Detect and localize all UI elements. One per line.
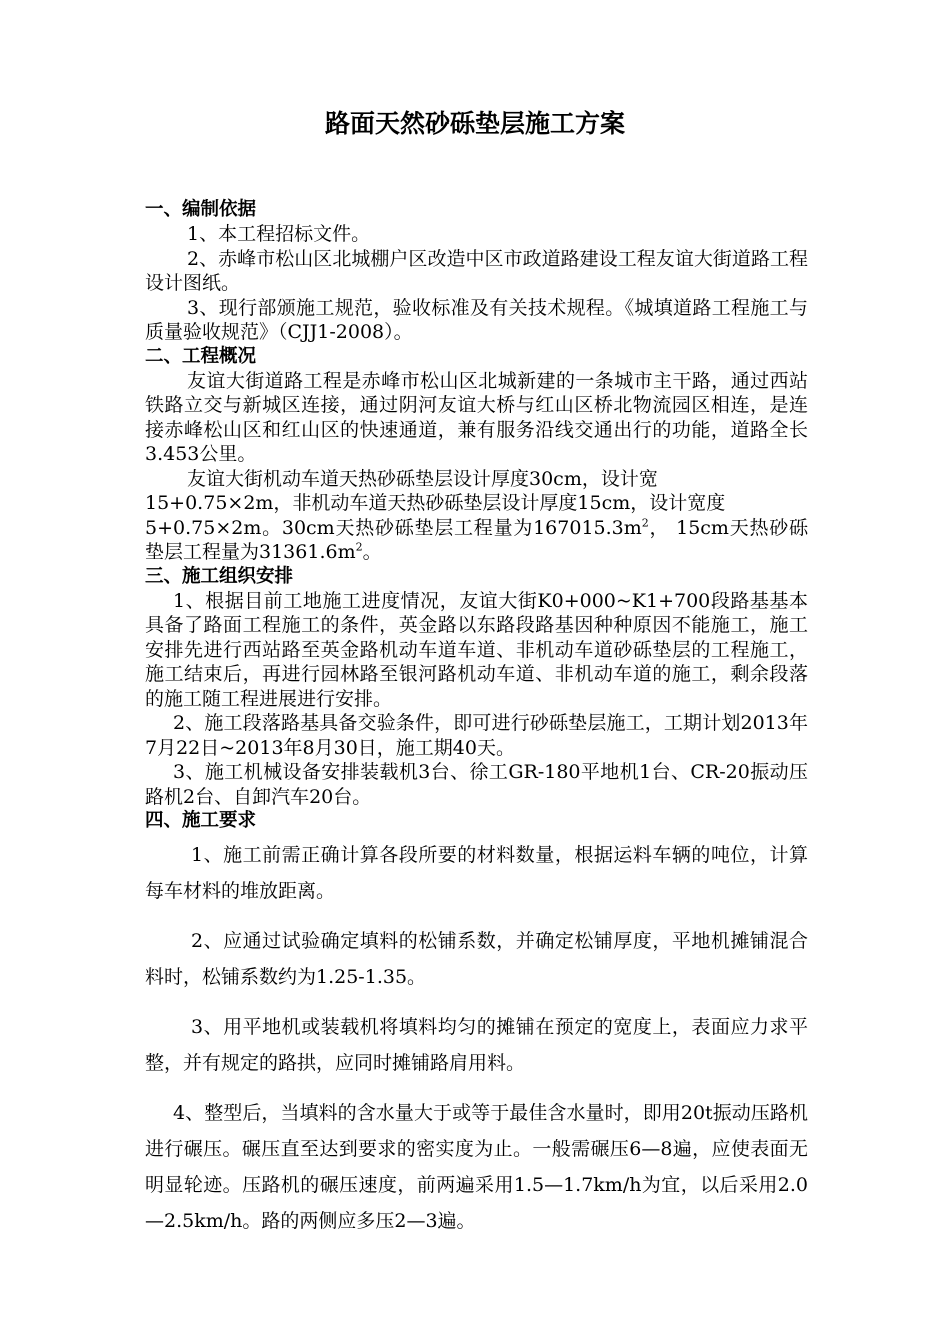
basis-item-3: 3、现行部颁施工规范，验收标准及有关技术规程。《城填道路工程施工与质量验收规范》（CJJ1-2008）。 — [145, 296, 808, 343]
organization-item-2: 2、施工段落路基具备交验条件，即可进行砂砾垫层施工，工期计划2013年7月22日~2013年8月30日，施工期40天。 — [145, 712, 808, 759]
overview-paragraph-1: 友谊大街道路工程是赤峰市松山区北城新建的一条城市主干路，通过西站铁路立交与新城区连接，通过阴河友谊大桥与红山区桥北物流园区相连，是连接赤峰松山区和红山区的快速通道，兼有服务沿线交通出行的功能，道路全长3.453公里。 — [145, 369, 808, 465]
basis-item-2: 2、赤峰市松山区北城棚户区改造中区市政道路建设工程友谊大街道路工程设计图纸。 — [145, 247, 808, 294]
overview-line-2: 15+0.75×2m，非机动车道天热砂砾垫层设计厚度15cm，设计宽度 — [145, 492, 726, 514]
requirement-item-1: 1、施工前需正确计算各段所要的材料数量，根据运料车辆的吨位，计算每车材料的堆放距离。 — [145, 844, 808, 902]
document-body — [145, 198, 808, 1239]
quantity-15cm-text: ， 15cm天热砂砾垫层工程量为31361.6m — [145, 516, 808, 563]
quantity-30cm-text: 5+0.75×2m。30cm天热砂砾垫层工程量为167015.3m — [145, 516, 642, 539]
requirement-item-4: 4、整型后，当填料的含水量大于或等于最佳含水量时，即用20t振动压路机进行碾压。碾压直至达到要求的密实度为止。一般需碾压6—8遍，应使表面无明显轮迹。压路机的碾压速度，前两遍采用1.5—1.7km/h为宜，以后采用2.0—2.5km/h。路的两侧应多压2—3遍。 — [145, 1102, 808, 1232]
superscript-square-2: 2 — [355, 540, 363, 554]
section-heading-requirements: 四、施工要求 — [145, 810, 257, 831]
superscript-square-1: 2 — [641, 516, 649, 530]
overview-line-end: 。 — [362, 541, 382, 563]
section-heading-overview: 二、工程概况 — [145, 345, 257, 367]
basis-item-1: 1、本工程招标文件。 — [187, 223, 371, 245]
overview-line-1: 友谊大街机动车道天热砂砾垫层设计厚度30cm，设计宽 — [187, 467, 658, 490]
document-title: 路面天然砂砾垫层施工方案 — [324, 109, 625, 138]
organization-item-3: 3、施工机械设备安排装载机3台、徐工GR-180平地机1台、CR-20振动压路机2台、自卸汽车20台。 — [145, 761, 808, 808]
requirement-item-2: 2、应通过试验确定填料的松铺系数，并确定松铺厚度，平地机摊铺混合料时，松铺系数约为1.25-1.35。 — [145, 930, 808, 988]
section-heading-organization: 三、施工组织安排 — [145, 565, 294, 587]
organization-item-1: 1、根据目前工地施工进度情况，友谊大街K0+000~K1+700段路基基本具备了路面工程施工的条件，英金路以东路段路基因种种原因不能施工，施工安排先进行西站路至英金路机动车道车道、非机动车道砂砾垫层的工程施工，施工结束后，再进行园林路至银河路机动车道、非机动车道的施工，剩余段落的施工随工程进展进行安排。 — [145, 589, 808, 710]
requirement-item-3: 3、用平地机或装载机将填料均匀的摊铺在预定的宽度上，表面应力求平整，并有规定的路拱，应同时摊铺路肩用料。 — [145, 1016, 808, 1074]
section-heading-basis: 一、编制依据 — [145, 199, 257, 220]
